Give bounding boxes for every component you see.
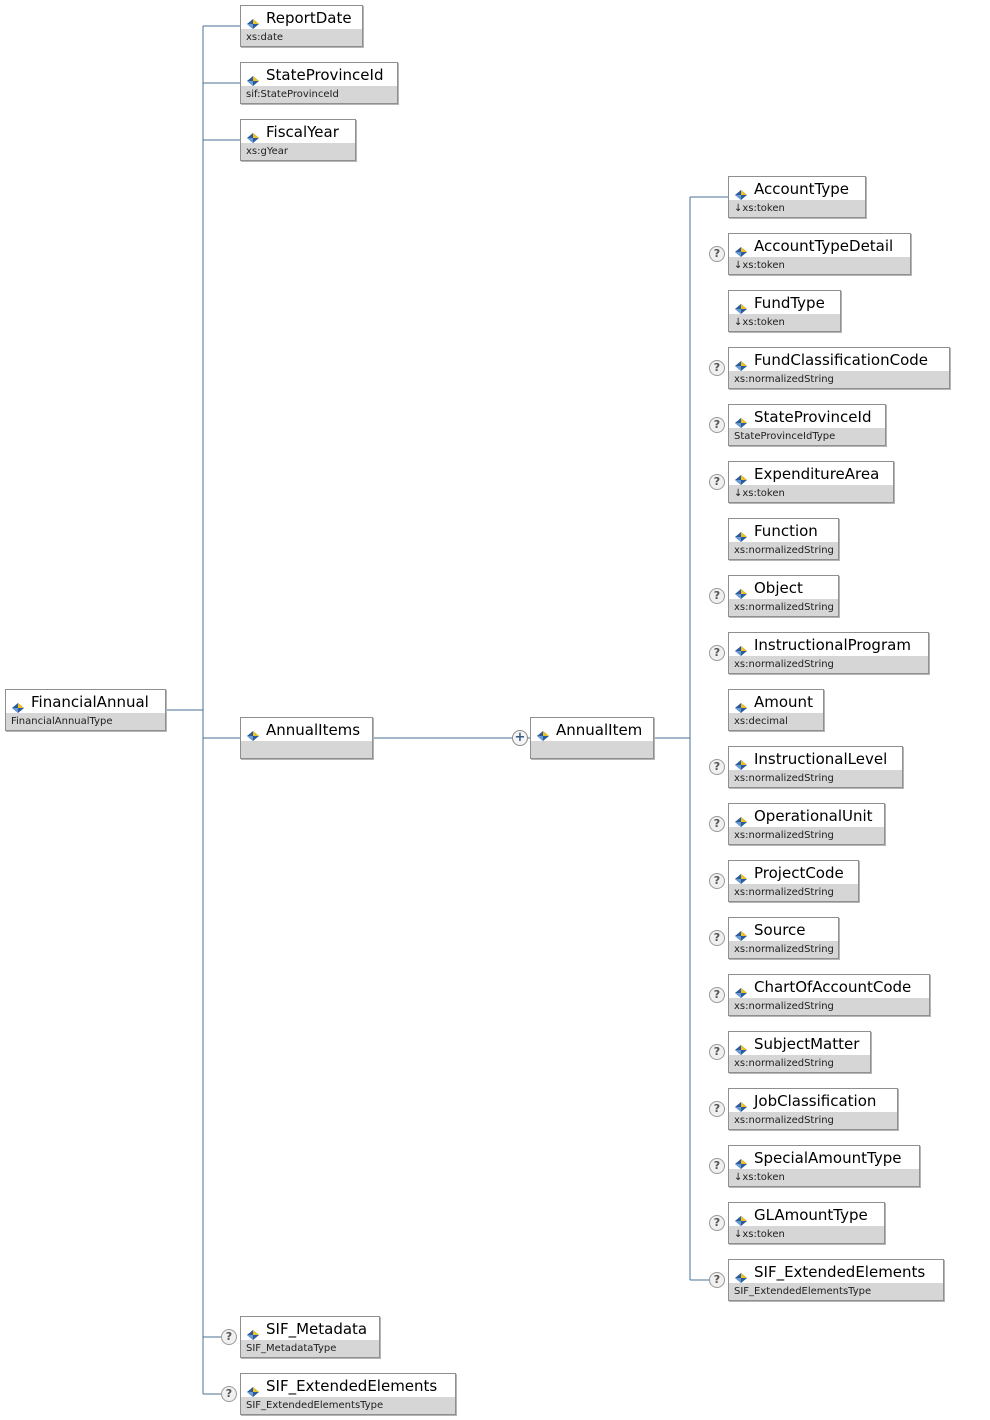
element-diamond-icon bbox=[537, 724, 549, 734]
element-type: xs:date bbox=[241, 29, 362, 46]
element-diamond-icon bbox=[735, 525, 747, 535]
element-type: xs:normalizedString bbox=[729, 827, 884, 844]
element-node-l3-source[interactable] bbox=[728, 917, 839, 959]
element-type: xs:gYear bbox=[241, 143, 355, 160]
element-type: xs:normalizedString bbox=[729, 1055, 870, 1072]
element-name: AccountType bbox=[754, 180, 850, 198]
element-type: xs:normalizedString bbox=[729, 542, 838, 559]
element-node-l3-instructionalprogram[interactable] bbox=[728, 632, 929, 674]
element-name: StateProvinceId bbox=[266, 66, 384, 84]
element-node-l3-specialamounttype[interactable] bbox=[728, 1145, 920, 1187]
element-diamond-icon bbox=[735, 411, 747, 421]
element-diamond-icon bbox=[735, 1209, 747, 1219]
element-diamond-icon bbox=[12, 696, 24, 706]
element-type: xs:normalizedString bbox=[729, 998, 929, 1015]
element-type: ↓xs:token bbox=[729, 314, 840, 331]
element-node-l3-projectcode[interactable] bbox=[728, 860, 859, 902]
element-type: xs:normalizedString bbox=[729, 656, 928, 673]
element-node-root-financialannual[interactable] bbox=[5, 689, 166, 731]
question-mark-icon: ? bbox=[709, 1215, 725, 1231]
element-diamond-icon bbox=[247, 69, 259, 79]
element-node-l3-accounttype[interactable] bbox=[728, 176, 866, 218]
question-mark-icon: ? bbox=[709, 816, 725, 832]
element-name: StateProvinceId bbox=[754, 408, 872, 426]
element-diamond-icon bbox=[735, 468, 747, 478]
element-type: xs:normalizedString bbox=[729, 371, 949, 388]
element-type: SIF_ExtendedElementsType bbox=[729, 1283, 943, 1300]
question-mark-icon: ? bbox=[709, 930, 725, 946]
element-name: InstructionalLevel bbox=[754, 750, 888, 768]
element-name: JobClassification bbox=[754, 1092, 877, 1110]
element-diamond-icon bbox=[735, 582, 747, 592]
element-name: FinancialAnnual bbox=[31, 693, 149, 711]
element-name: FiscalYear bbox=[266, 123, 339, 141]
element-type: StateProvinceIdType bbox=[729, 428, 885, 445]
element-node-l1-fiscalyear[interactable] bbox=[240, 119, 356, 161]
element-diamond-icon bbox=[247, 724, 259, 734]
element-name: FundClassificationCode bbox=[754, 351, 928, 369]
element-node-l1-annualitems[interactable] bbox=[240, 717, 373, 759]
element-type: xs:normalizedString bbox=[729, 599, 838, 616]
question-mark-icon: ? bbox=[709, 360, 725, 376]
element-node-l1-reportdate[interactable] bbox=[240, 5, 363, 47]
element-type: ↓xs:token bbox=[729, 1226, 884, 1243]
element-diamond-icon bbox=[735, 810, 747, 820]
element-node-l3-fundtype[interactable] bbox=[728, 290, 841, 332]
element-diamond-icon bbox=[735, 924, 747, 934]
element-name: AnnualItems bbox=[266, 721, 361, 739]
element-type: ↓xs:token bbox=[729, 485, 893, 502]
element-diamond-icon bbox=[735, 1095, 747, 1105]
element-name: AccountTypeDetail bbox=[754, 237, 894, 255]
element-node-l1-stateprovinceid[interactable] bbox=[240, 62, 398, 104]
element-node-l3-object[interactable] bbox=[728, 575, 839, 617]
element-diamond-icon bbox=[735, 183, 747, 193]
element-type: FinancialAnnualType bbox=[6, 713, 165, 730]
element-name: GLAmountType bbox=[754, 1206, 868, 1224]
question-mark-icon: ? bbox=[709, 246, 725, 262]
question-mark-icon: ? bbox=[709, 645, 725, 661]
element-type: xs:normalizedString bbox=[729, 1112, 897, 1129]
plus-icon[interactable]: + bbox=[512, 730, 528, 746]
element-diamond-icon bbox=[735, 1266, 747, 1276]
element-diamond-icon bbox=[735, 639, 747, 649]
element-diamond-icon bbox=[735, 354, 747, 364]
element-diamond-icon bbox=[735, 240, 747, 250]
element-diamond-icon bbox=[247, 12, 259, 22]
element-name: InstructionalProgram bbox=[754, 636, 911, 654]
element-node-l3-accounttypedetail[interactable] bbox=[728, 233, 911, 275]
element-node-l1-sif-metadata[interactable] bbox=[240, 1316, 380, 1358]
element-type: SIF_ExtendedElementsType bbox=[241, 1397, 455, 1414]
element-diamond-icon bbox=[735, 696, 747, 706]
element-node-l3-amount[interactable] bbox=[728, 689, 824, 731]
element-name: ProjectCode bbox=[754, 864, 844, 882]
element-node-l3-expenditurearea[interactable] bbox=[728, 461, 894, 503]
element-name: Amount bbox=[754, 693, 813, 711]
element-type: SIF_MetadataType bbox=[241, 1340, 379, 1357]
element-type: ↓xs:token bbox=[729, 1169, 919, 1186]
element-type: xs:decimal bbox=[729, 713, 823, 730]
element-type: ↓xs:token bbox=[729, 200, 865, 217]
element-diamond-icon bbox=[735, 867, 747, 877]
element-node-l3-subjectmatter[interactable] bbox=[728, 1031, 871, 1073]
element-diamond-icon bbox=[735, 753, 747, 763]
element-name: ExpenditureArea bbox=[754, 465, 880, 483]
element-diamond-icon bbox=[247, 1380, 259, 1390]
element-node-l3-glamounttype[interactable] bbox=[728, 1202, 885, 1244]
question-mark-icon: ? bbox=[709, 588, 725, 604]
element-diamond-icon bbox=[735, 981, 747, 991]
question-mark-icon: ? bbox=[709, 759, 725, 775]
element-diamond-icon bbox=[735, 1152, 747, 1162]
element-type bbox=[531, 741, 653, 758]
question-mark-icon: ? bbox=[709, 1158, 725, 1174]
element-node-l3-sif-extendedelements[interactable] bbox=[728, 1259, 944, 1301]
element-node-l3-instructionallevel[interactable] bbox=[728, 746, 903, 788]
element-name: SIF_ExtendedElements bbox=[266, 1377, 438, 1395]
element-name: OperationalUnit bbox=[754, 807, 873, 825]
question-mark-icon: ? bbox=[709, 873, 725, 889]
question-mark-icon: ? bbox=[709, 474, 725, 490]
element-type: xs:normalizedString bbox=[729, 941, 838, 958]
element-type: ↓xs:token bbox=[729, 257, 910, 274]
question-mark-icon: ? bbox=[709, 1272, 725, 1288]
element-name: SIF_ExtendedElements bbox=[754, 1263, 926, 1281]
element-diamond-icon bbox=[247, 1323, 259, 1333]
element-name: SubjectMatter bbox=[754, 1035, 860, 1053]
question-mark-icon: ? bbox=[709, 1101, 725, 1117]
question-mark-icon: ? bbox=[709, 1044, 725, 1060]
element-node-l3-operationalunit[interactable] bbox=[728, 803, 885, 845]
element-diamond-icon bbox=[735, 297, 747, 307]
question-mark-icon: ? bbox=[221, 1386, 237, 1402]
element-name: Source bbox=[754, 921, 806, 939]
element-name: Object bbox=[754, 579, 803, 597]
element-node-l3-jobclassification[interactable] bbox=[728, 1088, 898, 1130]
question-mark-icon: ? bbox=[709, 417, 725, 433]
element-node-l3-stateprovinceid[interactable] bbox=[728, 404, 886, 446]
element-node-l3-function[interactable] bbox=[728, 518, 839, 560]
element-name: ChartOfAccountCode bbox=[754, 978, 912, 996]
element-name: SpecialAmountType bbox=[754, 1149, 902, 1167]
element-name: AnnualItem bbox=[556, 721, 643, 739]
element-type: xs:normalizedString bbox=[729, 770, 902, 787]
element-name: ReportDate bbox=[266, 9, 352, 27]
element-node-l3-chartofaccountcode[interactable] bbox=[728, 974, 930, 1016]
question-mark-icon: ? bbox=[221, 1329, 237, 1345]
question-mark-icon: ? bbox=[709, 987, 725, 1003]
element-node-annualitem[interactable] bbox=[530, 717, 654, 759]
element-diamond-icon bbox=[735, 1038, 747, 1048]
element-name: Function bbox=[754, 522, 818, 540]
element-type: xs:normalizedString bbox=[729, 884, 858, 901]
element-name: SIF_Metadata bbox=[266, 1320, 368, 1338]
element-type: sif:StateProvinceId bbox=[241, 86, 397, 103]
element-diamond-icon bbox=[247, 126, 259, 136]
element-node-l3-fundclassificationcode[interactable] bbox=[728, 347, 950, 389]
element-name: FundType bbox=[754, 294, 825, 312]
element-type bbox=[241, 741, 372, 758]
element-node-l1-sif-extendedelements[interactable] bbox=[240, 1373, 456, 1415]
